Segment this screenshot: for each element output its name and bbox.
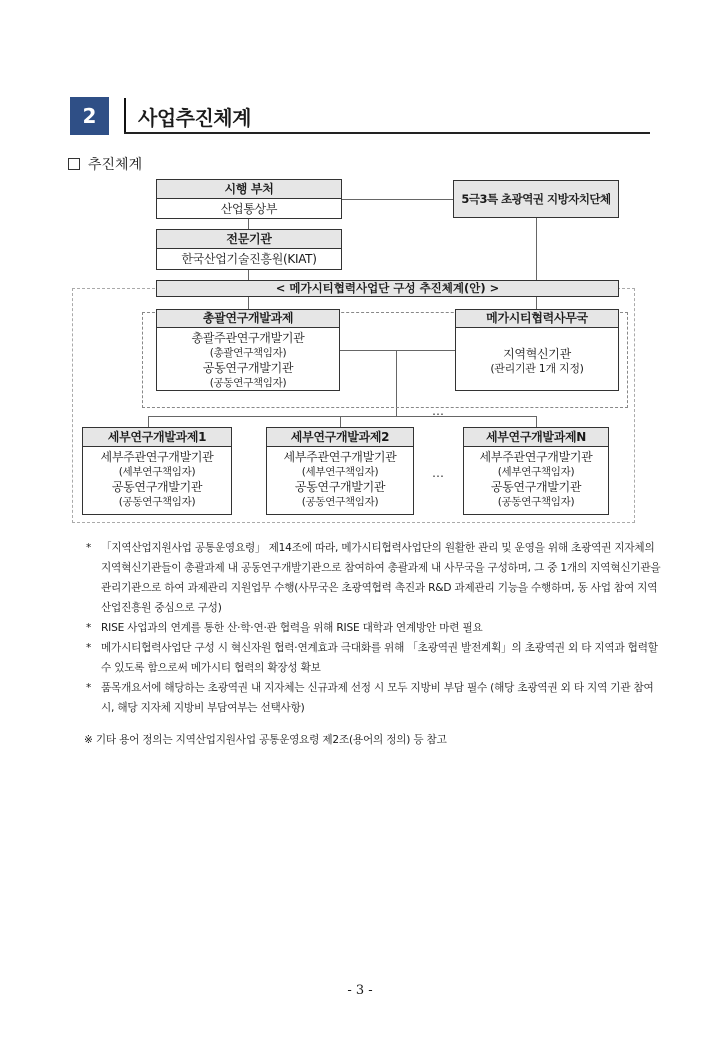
connector-agency-banner	[248, 270, 249, 280]
sub-project-1-header: 세부연구개발과제1	[83, 428, 231, 447]
section-underline	[124, 132, 650, 134]
office-header: 메가시티협력사무국	[456, 310, 618, 328]
connector-ministry-localgov	[341, 199, 453, 200]
note-bullet: *	[86, 682, 92, 694]
sub-project-1-lead-org: 세부주관연구개발기관	[100, 450, 214, 464]
agency-header: 전문기관	[157, 230, 341, 249]
local-gov-box	[453, 180, 619, 218]
general-project-header: 총괄연구개발과제	[157, 310, 339, 328]
office-designation: (관리기관 1개 지정)	[490, 362, 584, 375]
sub-project-n-lead-org: 세부주관연구개발기관	[479, 450, 593, 464]
sub-heading-text: 추진체계	[88, 157, 143, 173]
sub-project-2-joint-researcher: (공동연구책임자)	[301, 496, 379, 508]
sub-project-n-box	[463, 427, 609, 515]
note-item	[84, 638, 664, 678]
agency-name: 한국산업기술진흥원(KIAT)	[181, 252, 317, 266]
note-text: RISE 사업과의 연계를 통한 산·학·연·관 협력을 위해 RISE 대학과 연계방안 마련 필요	[101, 622, 483, 634]
org-banner	[156, 280, 619, 297]
general-lead-researcher: (총괄연구책임자)	[209, 347, 287, 359]
ministry-name: 산업통상부	[220, 202, 278, 216]
general-joint-org: 공동연구개발기관	[202, 361, 294, 375]
sub-project-2-box	[266, 427, 414, 515]
ellipsis-middle: …	[432, 466, 445, 480]
connector-ministry-agency	[248, 219, 249, 229]
sub-project-2-lead-researcher: (세부연구책임자)	[301, 466, 379, 478]
note-text: 메가시티협력사업단 구성 시 혁신자원 협력·연계효과 극대화를 위해 「초광역권 발전계획」의 초광역권 외 타 지역과 협력할 수 있도록 함으로써 메가시티 협력의 확장성 확보	[101, 642, 658, 674]
sub-project-n-joint-researcher: (공동연구책임자)	[497, 496, 575, 508]
general-joint-researcher: (공동연구책임자)	[209, 377, 287, 389]
connector-localgov-banner	[536, 218, 537, 280]
local-gov-label: 5극3특 초광역권 지방자치단체	[461, 192, 611, 206]
sub-project-1-joint-org: 공동연구개발기관	[111, 480, 203, 494]
note-item	[84, 618, 664, 638]
general-project-box	[156, 309, 340, 391]
sub-project-2-joint-org: 공동연구개발기관	[294, 480, 386, 494]
sub-project-1-lead-researcher: (세부연구책임자)	[118, 466, 196, 478]
org-banner-text: < 메가시티협력사업단 구성 추진체계(안) >	[275, 281, 500, 295]
page-number: - 3 -	[347, 983, 373, 998]
note-text: 품목개요서에 해당하는 초광역권 내 지자체는 신규과제 선정 시 모두 지방비 부담 필수 (해당 초광역권 외 타 지역 기관 참여 시, 해당 지자체 지방비 부담여부는 선택사항)	[101, 682, 654, 714]
sub-project-2-lead-org: 세부주관연구개발기관	[283, 450, 397, 464]
ellipsis-top: …	[432, 404, 445, 418]
sub-project-1-joint-researcher: (공동연구책임자)	[118, 496, 196, 508]
note-text: 「지역산업지원사업 공통운영요령」 제14조에 따라, 메가시티협력사업단의 원활한 관리 및 운영을 위해 초광역권 지자체의 지역혁신기관들이 총괄과제 내 공동연구개발기관으로 참여하여 총괄과제 내 사무국을 구성하며, 그 중 1개의 지역혁신기관을 관리기관으로 하여 과제관리 지원업무 수행(사무국은 초광역협력 촉진과 R&D 과제관리 기능을 수행하며, 동 사업 참여 지역산업진흥원 중심으로 구성)	[101, 542, 661, 614]
note-bullet: *	[86, 542, 92, 554]
sub-project-n-joint-org: 공동연구개발기관	[490, 480, 582, 494]
section-number: 2	[70, 97, 109, 135]
note-item	[84, 538, 664, 618]
notes-list	[84, 538, 664, 718]
note-item	[84, 678, 664, 718]
office-org: 지역혁신기관	[503, 347, 571, 361]
checkbox-square-icon	[68, 158, 80, 170]
ministry-header: 시행 부처	[157, 180, 341, 199]
note-bullet: *	[86, 622, 92, 634]
sub-project-1-box	[82, 427, 232, 515]
sub-project-2-header: 세부연구개발과제2	[267, 428, 413, 447]
sub-project-n-header: 세부연구개발과제N	[464, 428, 608, 447]
general-lead-org: 총괄주관연구개발기관	[191, 331, 305, 345]
section-divider-bar	[124, 98, 126, 134]
sub-heading	[68, 154, 142, 174]
note-bullet: *	[86, 642, 92, 654]
footnote: ※ 기타 용어 정의는 지역산업지원사업 공통운영요령 제2조(용어의 정의) 등 참고	[84, 734, 447, 746]
agency-box	[156, 229, 342, 270]
sub-project-n-lead-researcher: (세부연구책임자)	[497, 466, 575, 478]
ministry-box	[156, 179, 342, 219]
section-title: 사업추진체계	[138, 106, 251, 130]
office-box	[455, 309, 619, 391]
